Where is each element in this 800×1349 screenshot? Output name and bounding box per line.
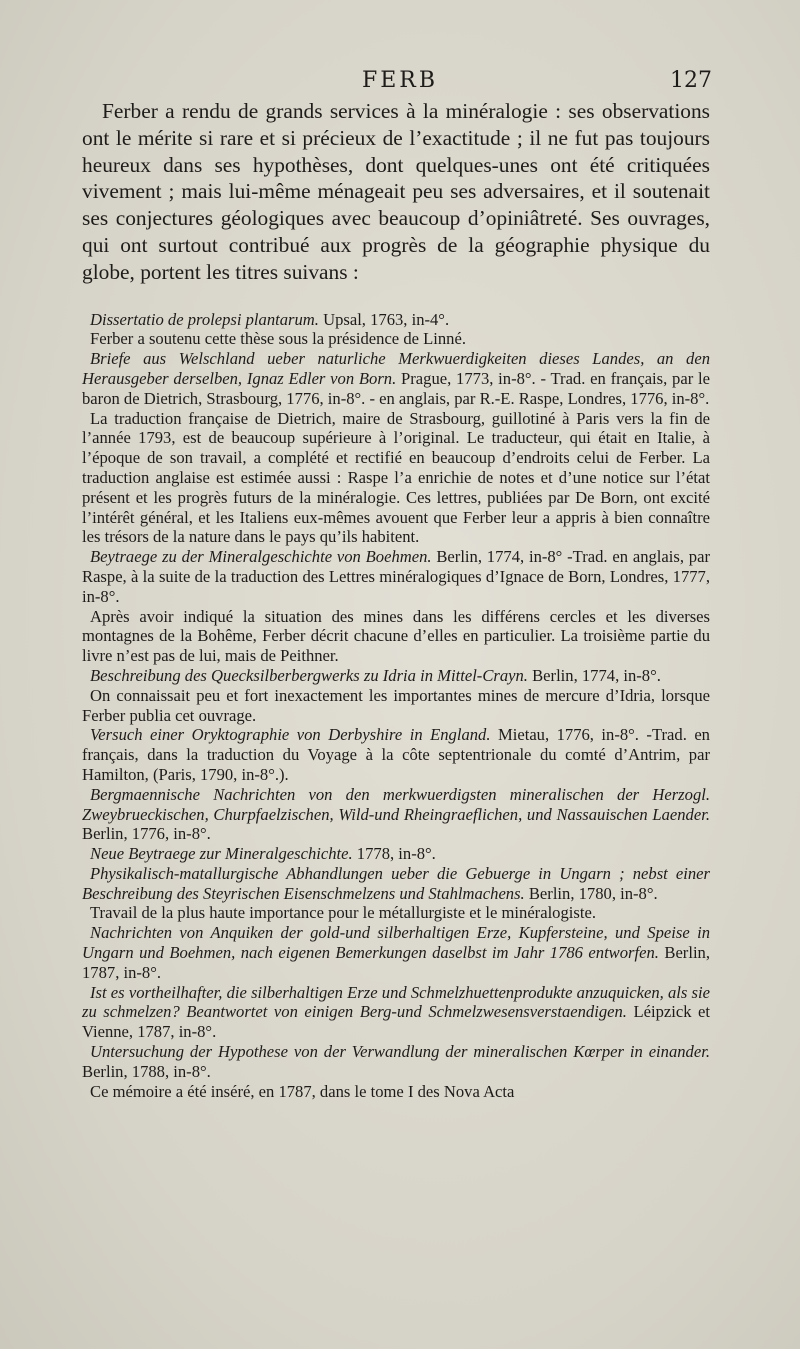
running-title: FERB <box>361 68 439 93</box>
work-details: 1778, in-8°. <box>352 844 436 864</box>
journal-title: Nova Acta <box>443 1081 515 1101</box>
work-title: Untersuchung der Hypothese von der Verwandlung der mineralischen Kœrper in einander. <box>90 1042 710 1062</box>
work-title: Beytraege zu der Mineralgeschichte von Boehmen. <box>90 547 432 567</box>
bibliography-entry <box>82 923 710 982</box>
bibliography-entry <box>82 725 710 784</box>
work-details: Léipzick et Vienne, 1787, in-8°. <box>82 1002 710 1042</box>
bibliography-entry <box>82 547 710 606</box>
commentary: Travail de la plus haute importance pour le métallurgiste et le minéralogiste. <box>90 903 596 923</box>
bibliography-entry <box>82 864 710 904</box>
bibliography-entry <box>82 983 710 1042</box>
intro-paragraph: Ferber a rendu de grands services à la minéralogie : ses observations ont le mérite si rare et si précieux de l’exactitude ; il ne fut pas toujours heureux dans ses hypothèses, dont quelques-unes ont été critiquées vivement ; mais lui-même ménageait peu ses adversaires, et il soutenait ses conjectures géologiques avec beaucoup d’opiniâtreté. Ses ouvrages, qui ont surtout contribué aux progrès de la géographie physique du globe, portent les titres suivans : <box>82 99 710 284</box>
commentary: La traduction française de Dietrich, maire de Strasbourg, guillotiné à Paris vers la fin de l’année 1793, est de beaucoup supérieure à l’original. Le traducteur, qui était en Italie, à l’époque de son travail, a complété et rectifié en beaucoup d’endroits celui de Ferber. La traduction anglaise est estimée aussi : Raspe l’a enrichie de notes et d’une notice sur l’état présent et les progrès futurs de la minéralogie. Ces lettres, publiées par De Born, ont excité l’intérêt général, et les Italiens eux-mêmes avouent que Ferber leur a appris à bien connaître les trésors de la nature dans le pays qu’ils habitent. <box>82 408 710 547</box>
work-title: Nachrichten von Anquiken der gold-und silberhaltigen Erze, Kupfersteine, und Speise in Ungarn und Boehmen, nach eigenen Bemerkungen daselbst im Jahr 1786 entworfen. <box>82 923 710 963</box>
work-title: Briefe aus Welschland ueber naturliche Merkwuerdigkeiten dieses Landes, an den Herausgeber derselben, Ignaz Edler von Born. <box>82 349 710 388</box>
work-title: Dissertatio de prolepsi plantarum. <box>90 309 319 329</box>
bibliography-entry <box>82 666 710 686</box>
commentary <box>82 1082 710 1102</box>
work-title: Versuch einer Oryktographie von Derbyshire in England. <box>90 725 491 745</box>
bibliography-entry <box>82 785 710 844</box>
bibliography-entry <box>82 1042 710 1082</box>
work-details: Mietau, 1776, in-8°. -Trad. en français, dans la traduction du Voyage à la côte septentrionale du comté d’Antrim, par Hamilton, (Paris, 1790, in-8°.). <box>82 725 710 784</box>
work-details: Upsal, 1763, in-4°. <box>318 309 450 329</box>
work-details: Berlin, 1788, in-8°. <box>82 1061 211 1081</box>
work-title: Physikalisch-matallurgische Abhandlungen ueber die Gebuerge in Ungarn ; nebst einer Beschreibung des Steyrischen Eisenschmelzens und Stahlmachens. <box>82 863 710 903</box>
work-details: Berlin, 1780, in-8°. <box>524 883 658 903</box>
bibliography-entry <box>82 310 710 330</box>
work-title: Neue Beytraege zur Mineralgeschichte. <box>90 844 353 864</box>
note-text: Ce mémoire a été inséré, en 1787, dans le tome I des <box>90 1081 444 1101</box>
work-details: Prague, 1773, in-8°. - Trad. en français, par le baron de Dietrich, Strasbourg, 1776, in-8°. - en anglais, par R.-E. Raspe, Londres, 1776, in-8°. <box>82 368 711 408</box>
commentary: Ferber a soutenu cette thèse sous la présidence de Linné. <box>90 329 466 349</box>
bibliography-entry <box>82 349 710 408</box>
running-header <box>0 68 800 102</box>
bibliography-entry <box>82 844 710 864</box>
work-details: Berlin, 1774, in-8° -Trad. en anglais, par Raspe, à la suite de la traduction des Lettres minéralogiques d’Ignace de Born, Londres, 1777, in-8°. <box>82 547 710 606</box>
page-body <box>82 98 710 1101</box>
work-title: Ist es vortheilhafter, die silberhaltigen Erze und Schmelzhuettenprodukte anzuquicken, als sie zu schmelzen? Beantwortet von einigen Berg-und Schmelzwesensverstaendigen. <box>82 982 710 1022</box>
work-title: Beschreibung des Quecksilberbergwerks zu Idria in Mittel-Crayn. <box>90 665 528 685</box>
work-title: Bergmaennische Nachrichten von den merkwuerdigsten mineralischen der Herzogl. Zweybrueckischen, Churpfaelzischen, Wild-und Rheingraeflichen, und Nassauischen Laender. <box>82 784 710 824</box>
work-details: Berlin, 1774, in-8°. <box>527 665 661 685</box>
page-number: 127 <box>670 68 712 93</box>
commentary: On connaissait peu et fort inexactement les importantes mines de mercure d’Idria, lorsque Ferber publia cet ouvrage. <box>82 685 710 725</box>
work-details: Berlin, 1776, in-8°. <box>82 824 211 844</box>
commentary: Après avoir indiqué la situation des mines dans les différens cercles et les diverses montagnes de la Bohême, Ferber décrit chacune d’elles en particulier. La troisième partie du livre n’est pas de lui, mais de Peithner. <box>82 606 710 666</box>
work-details: Berlin, 1787, in-8°. <box>82 943 710 982</box>
